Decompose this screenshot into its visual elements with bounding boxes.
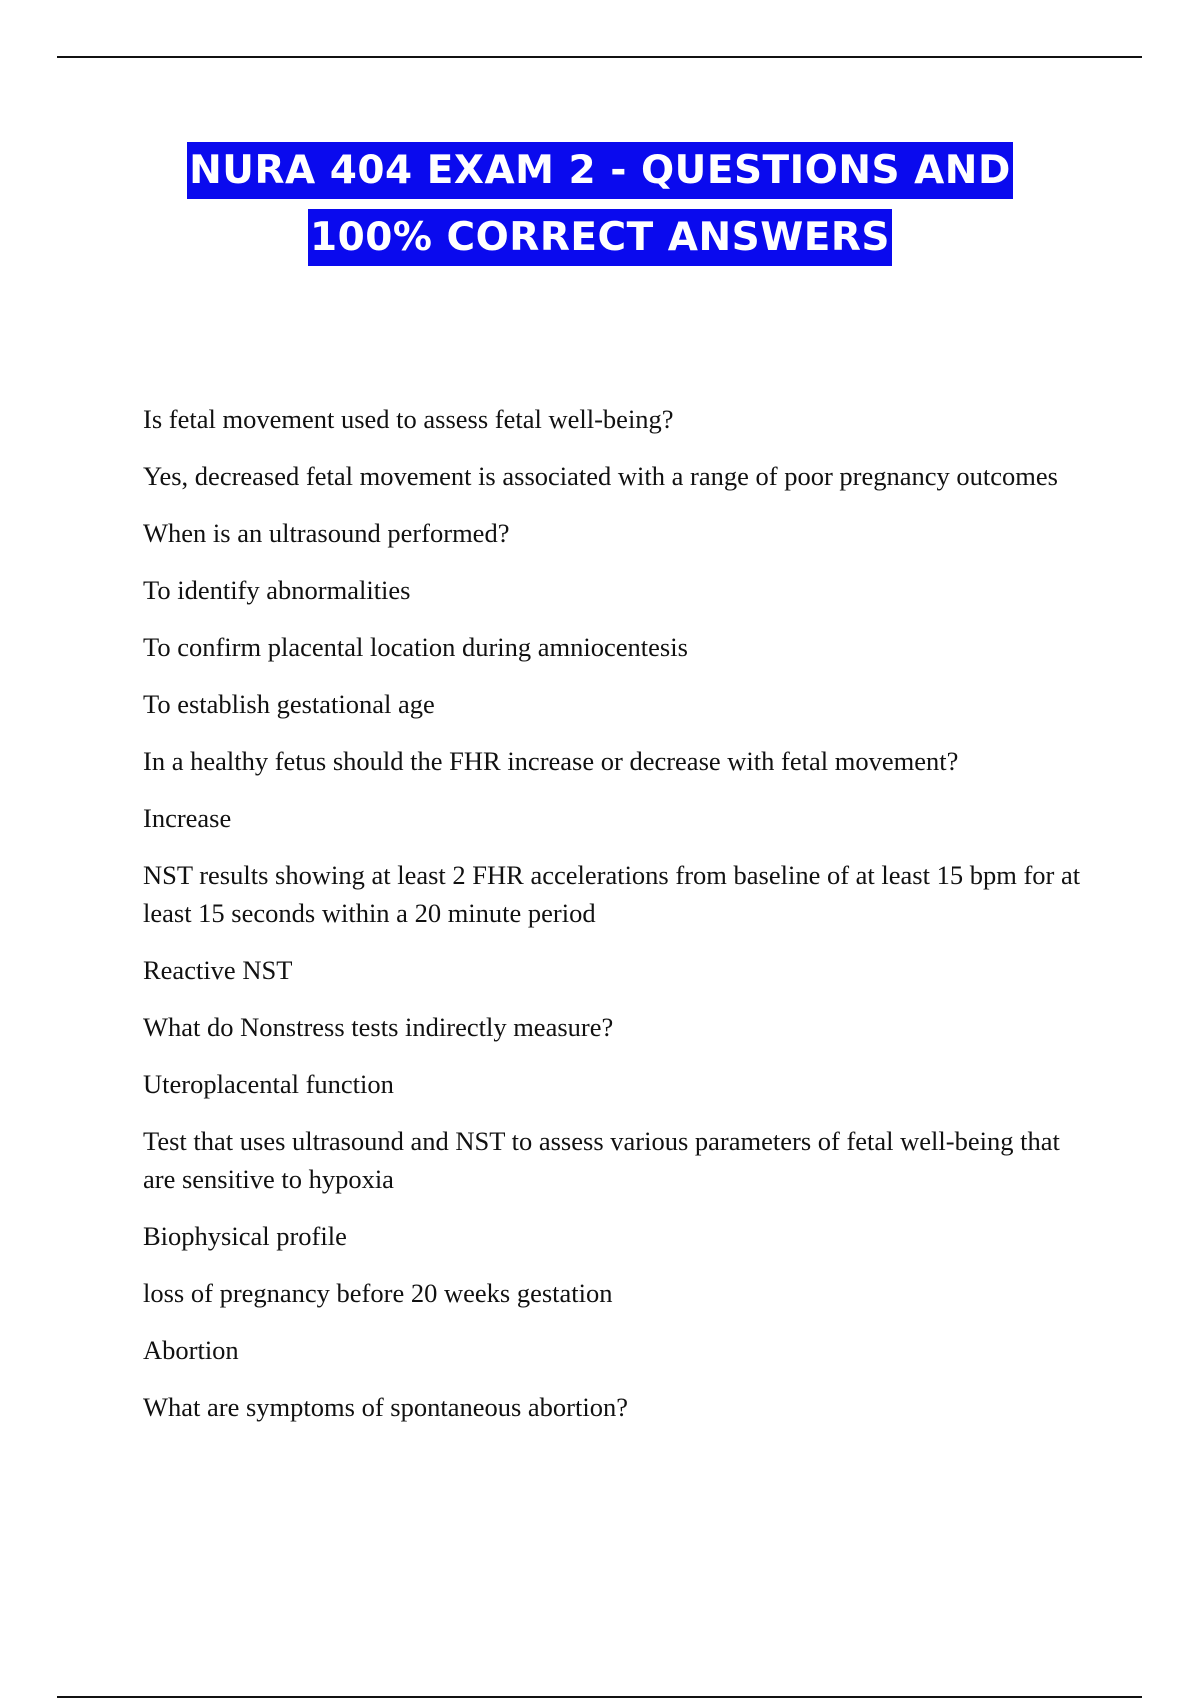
- answer-nonstress: Uteroplacental function: [143, 1069, 394, 1099]
- answer-fetal-movement: Yes, decreased fetal movement is associated with a range of poor pregnancy outcomes: [143, 461, 1058, 491]
- answer-fhr: Increase: [143, 803, 232, 833]
- answer-abortion: Abortion: [143, 1335, 239, 1365]
- header-rule: [57, 56, 1142, 58]
- question-nst-results: NST results showing at least 2 FHR accelerations from baseline of at least 15 bpm for at least 15 seconds within a 20 minute period: [143, 860, 1081, 928]
- title-line-1: NURA 404 EXAM 2 - QUESTIONS AND: [187, 142, 1013, 199]
- document-body: [143, 400, 1083, 1445]
- question-ultrasound-nst-test: Test that uses ultrasound and NST to assess various parameters of fetal well-being that are sensitive to hypoxia: [143, 1126, 1060, 1194]
- title-line-2: 100% CORRECT ANSWERS: [308, 209, 892, 266]
- answer-ultrasound-1: To identify abnormalities: [143, 575, 411, 605]
- question-fetal-movement: Is fetal movement used to assess fetal well-being?: [143, 404, 674, 434]
- answer-ultrasound-2: To confirm placental location during amniocentesis: [143, 632, 688, 662]
- question-ultrasound: When is an ultrasound performed?: [143, 518, 510, 548]
- answer-biophysical-profile: Biophysical profile: [143, 1221, 347, 1251]
- answer-nst-results: Reactive NST: [143, 955, 293, 985]
- document-title: [0, 142, 1200, 266]
- question-fhr: In a healthy fetus should the FHR increase or decrease with fetal movement?: [143, 746, 959, 776]
- question-spontaneous-abortion: What are symptoms of spontaneous abortion?: [143, 1392, 628, 1422]
- question-nonstress: What do Nonstress tests indirectly measure?: [143, 1012, 614, 1042]
- answer-ultrasound-3: To establish gestational age: [143, 689, 435, 719]
- question-pregnancy-loss: loss of pregnancy before 20 weeks gestation: [143, 1278, 613, 1308]
- footer-rule: [57, 1696, 1142, 1698]
